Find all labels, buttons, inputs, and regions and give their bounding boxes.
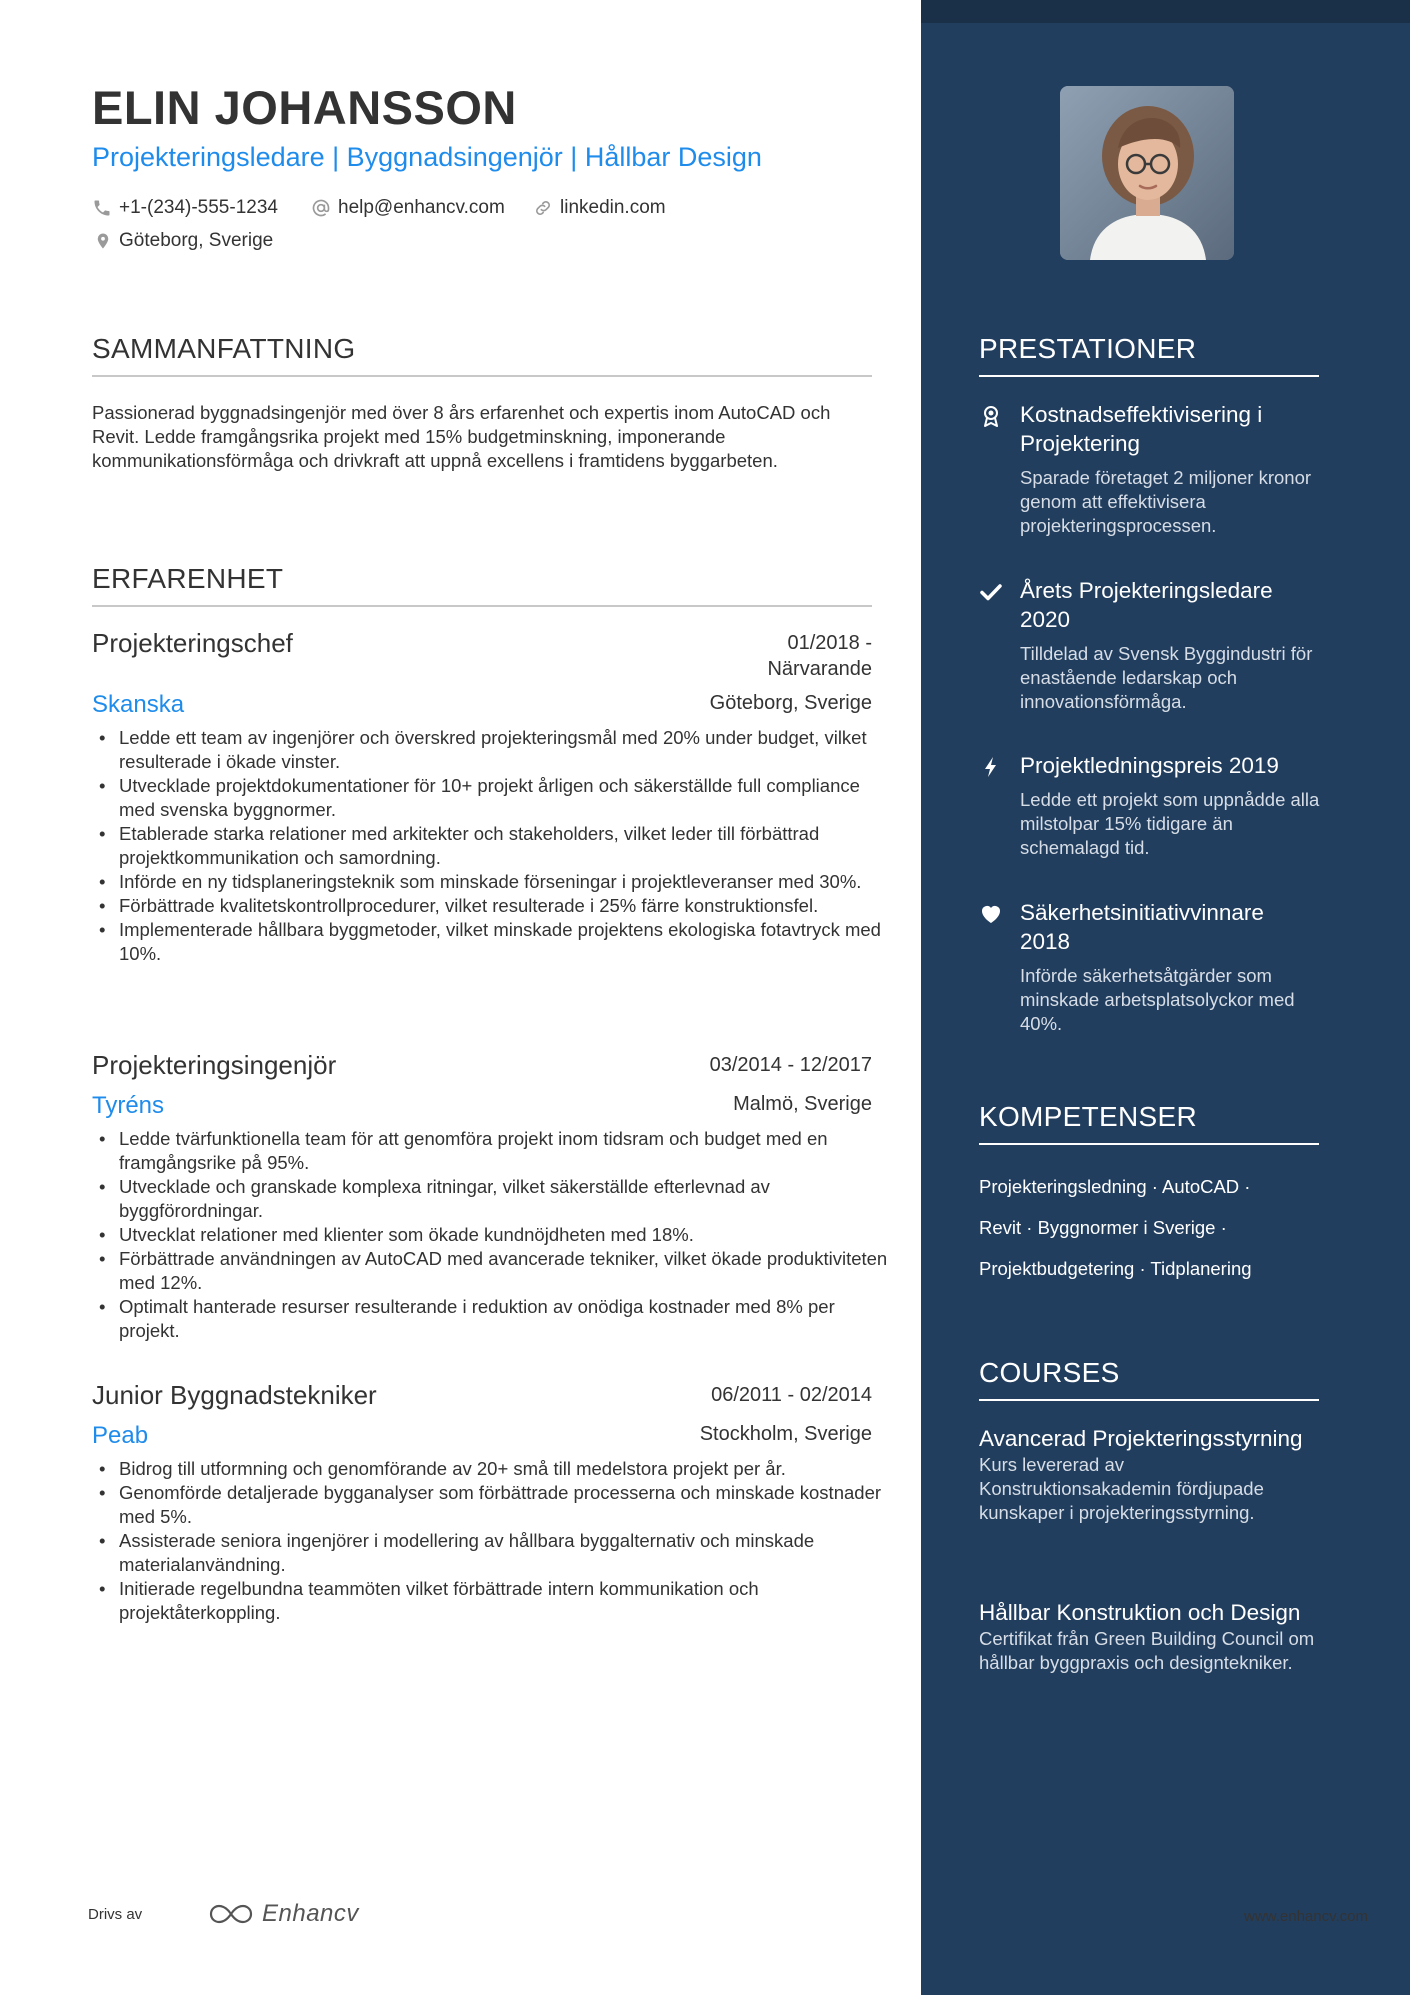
achievement-description: Sparade företaget 2 miljoner kronor genom att effektivisera projekteringsprocessen. (1020, 467, 1312, 536)
contact-linkedin[interactable] (533, 197, 666, 219)
job-dates: 03/2014 - 12/2017 (709, 1054, 872, 1076)
checkmark-icon (979, 580, 1003, 604)
lightning-bolt-icon (979, 755, 1003, 779)
link-icon (533, 198, 553, 218)
candidate-name: ELIN JOHANSSON (92, 81, 517, 134)
enhancv-logo[interactable] (208, 1900, 359, 1928)
achievement-description: Införde säkerhetsåtgärder som minskade arbetsplatsolyckor med 40%. (1020, 965, 1295, 1034)
job-bullet: • Implementerade hållbara byggmetoder, vilket minskade projektens ekologiska fotavtryck med 10%. (119, 918, 899, 966)
job-location: Malmö, Sverige (733, 1093, 872, 1115)
job-location: Stockholm, Sverige (699, 1423, 872, 1445)
achievement-description: Tilldelad av Svensk Byggindustri för enastående ledarskap och innovationsförmåga. (1020, 643, 1313, 712)
job-bullets (92, 1127, 899, 1343)
course-title: Hållbar Konstruktion och Design (979, 1600, 1301, 1625)
skills-line: Projektbudgetering · Tidplanering (979, 1258, 1252, 1279)
course-description: Kurs levererad av Konstruktionsakademin fördjupade kunskaper i projekteringsstyrning. (979, 1454, 1264, 1523)
skills-heading: KOMPETENSER (979, 1101, 1319, 1145)
job-company[interactable]: Tyréns (92, 1092, 165, 1119)
job-bullet: • Utvecklat relationer med klienter som ökade kundnöjdheten med 18%. (119, 1223, 899, 1247)
contact-phone[interactable] (92, 197, 278, 219)
job-dates: 06/2011 - 02/2014 (711, 1384, 872, 1406)
contact-location (94, 230, 273, 252)
phone-text: +1-(234)-555-1234 (119, 197, 278, 218)
brand-name: Enhancv (262, 1900, 359, 1927)
job-bullet: • Bidrog till utformning och genomförande av 20+ små till medelstora projekt per år. (119, 1457, 899, 1481)
award-ribbon-icon (979, 404, 1003, 428)
achievements-heading: PRESTATIONER (979, 333, 1319, 377)
course-description: Certifikat från Green Building Council om hållbar byggpraxis och designtekniker. (979, 1628, 1315, 1673)
job-dates: 01/2018 - Närvarande (767, 632, 872, 680)
profile-photo (1060, 86, 1234, 260)
candidate-title: Projekteringsledare | Byggnadsingenjör | Hållbar Design (92, 142, 762, 172)
job-bullet: • Förbättrade kvalitetskontrollprocedurer, vilket resulterade i 25% färre konstruktionsfel. (119, 894, 899, 918)
job-bullet: • Etablerade starka relationer med arkitekter och stakeholders, vilket leder till förbättrad projektkommunikation och samordning. (119, 822, 899, 870)
job-bullet: • Förbättrade användningen av AutoCAD med avancerade tekniker, vilket ökade produktiviteten med 12%. (119, 1247, 899, 1295)
job-company[interactable]: Peab (92, 1422, 149, 1449)
job-bullet: • Utvecklade och granskade komplexa ritningar, vilket säkerställde efterlevnad av byggförordningar. (119, 1175, 899, 1223)
location-pin-icon (94, 231, 112, 251)
summary-heading: SAMMANFATTNING (92, 333, 872, 377)
achievement-title: Projektledningspreis 2019 (1020, 753, 1279, 778)
job-bullet: • Genomförde detaljerade bygganalyser som förbättrade processerna och minskade kostnader med 5%. (119, 1481, 899, 1529)
contact-email[interactable] (311, 197, 505, 219)
job-bullet: • Initierade regelbundna teammöten vilket förbättrade intern kommunikation och projektåterkoppling. (119, 1577, 899, 1625)
infinity-logo-icon (208, 1902, 254, 1926)
job-location: Göteborg, Sverige (709, 692, 872, 714)
course-item (979, 1598, 1319, 1675)
job-role: Projekteringsingenjör (92, 1050, 337, 1080)
linkedin-text: linkedin.com (560, 197, 666, 218)
job-bullet: • Utvecklade projektdokumentationer för 10+ projekt årligen och säkerställde full compliance med svenska byggnormer. (119, 774, 899, 822)
skills-line: Revit · Byggnormer i Sverige · (979, 1217, 1227, 1238)
job-bullet: • Ledde ett team av ingenjörer och överskred projekteringsmål med 20% under budget, vilket resulterade i ökade vinster. (119, 726, 899, 774)
job-bullets (92, 726, 899, 966)
achievement-title: Årets Projekteringsledare 2020 (1020, 578, 1273, 632)
achievement-title: Säkerhetsinitiativvinnare 2018 (1020, 900, 1264, 954)
skills-line: Projekteringsledning · AutoCAD · (979, 1176, 1251, 1197)
experience-heading: ERFARENHET (92, 563, 872, 607)
job-role: Projekteringschef (92, 628, 293, 658)
job-bullet: • Assisterade seniora ingenjörer i modellering av hållbara byggalternativ och minskade materialanvändning. (119, 1529, 899, 1577)
job-role: Junior Byggnadstekniker (92, 1380, 377, 1410)
job-bullets (92, 1457, 899, 1625)
job-bullet: • Införde en ny tidsplaneringsteknik som minskade förseningar i projektleveranser med 30%. (119, 870, 899, 894)
footer-powered-by: Drivs av (88, 1906, 143, 1923)
job-bullet: • Optimalt hanterade resurser resulterande i reduktion av onödiga kostnader med 8% per projekt. (119, 1295, 899, 1343)
location-text: Göteborg, Sverige (119, 230, 274, 251)
achievement-title: Kostnadseffektivisering i Projektering (1020, 402, 1263, 456)
achievement-description: Ledde ett projekt som uppnådde alla milstolpar 15% tidigare än schemalagd tid. (1020, 789, 1320, 858)
portrait-image (1060, 86, 1234, 260)
courses-heading: COURSES (979, 1357, 1319, 1401)
footer-url[interactable]: www.enhancv.com (1244, 1908, 1368, 1925)
phone-icon (92, 198, 112, 218)
skills-list (979, 1166, 1319, 1289)
summary-text: Passionerad byggnadsingenjör med över 8 års erfarenhet och expertis inom AutoCAD och Revit. Ledde framgångsrika projekt med 15% budgetminskning, imponerande kommunikationsförmåga och drivkraft att uppnå excellens i framtidens byggarbeten. (92, 402, 831, 471)
heart-icon (979, 902, 1003, 926)
course-title: Avancerad Projekteringsstyrning (979, 1426, 1303, 1451)
course-item (979, 1424, 1319, 1525)
email-text: help@enhancv.com (338, 197, 505, 218)
job-company[interactable]: Skanska (92, 691, 185, 718)
sidebar-top-strip (921, 0, 1410, 23)
job-bullet: • Ledde tvärfunktionella team för att genomföra projekt inom tidsram och budget med en framgångsrike på 95%. (119, 1127, 899, 1175)
at-sign-icon (311, 198, 331, 218)
